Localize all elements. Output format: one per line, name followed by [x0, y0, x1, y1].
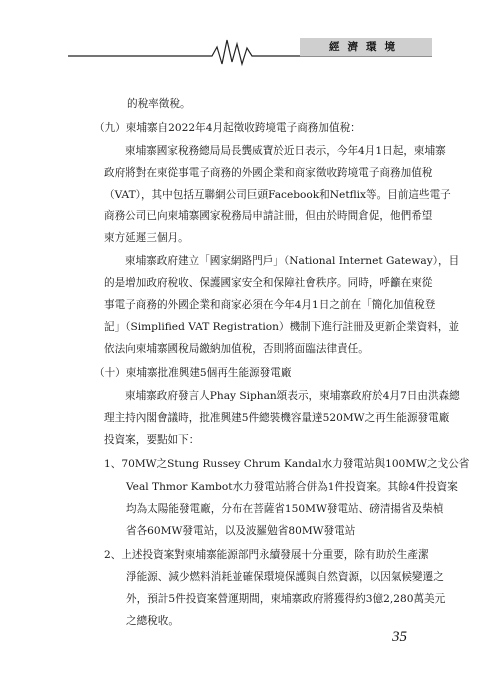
text-line: 理主持內閣會議時，批准興建5件總裝機容量達520MW之再生能源發電廠	[104, 412, 450, 424]
text-line: Veal Thmor Kambot水力發電站將合併為1件投資案。其餘4件投資案	[126, 481, 458, 493]
text-line: 柬埔寨國家稅務總局局長龔威寶於近日表示，今年4月1日起，柬埔寨	[125, 145, 446, 157]
text-line: 均為太陽能發電廠，分布在菩薩省150MW發電站、磅清揚省及柴楨	[126, 503, 444, 515]
text-line: 的是增加政府稅收、保護國家安全和保障社會秩序。同時，呼籲在柬從	[104, 277, 433, 289]
list-item: 1、70MW之Stung Russey Chrum Kandal水力發電站與100MW之戈公省	[104, 458, 470, 470]
text-line: 柬方延遲三個月。	[104, 232, 189, 244]
text-line: 省各60MW發電站，以及波羅勉省80MW發電站	[126, 525, 356, 537]
section-title: 經濟環境	[300, 38, 432, 56]
text-line: 外，預計5件投資案營運期間，柬埔寨政府將獲得約3億2,280萬美元	[126, 593, 446, 605]
text-line: 投資案，要點如下：	[104, 434, 200, 446]
list-item: 2、上述投資案對柬埔寨能源部門永續發展十分重要，除有助於生產潔	[104, 549, 429, 561]
text-line: 柬埔寨政府發言人Phay Siphan頌表示，柬埔寨政府於4月7日由洪森總	[125, 390, 460, 402]
heartbeat-line-icon	[0, 0, 480, 70]
text-line: 事電子商務的外國企業和商家必須在今年4月1日之前在「簡化加值稅登	[104, 299, 436, 311]
text-line: 依法向柬埔寨國稅局繳納加值稅，否則將面臨法律責任。	[104, 343, 369, 355]
text-line: 淨能源、減少燃料消耗並確保環境保護與自然資源，以因氣候變遷之	[126, 571, 444, 583]
text-line: 記」（Simplified VAT Registration）機制下進行註冊及更新企業資料，並	[104, 321, 460, 333]
text-line: 商務公司已向柬埔寨國家稅務局申請註冊，但由於時間倉促，他們希望	[104, 210, 433, 222]
text-line: 的稅率徵稅。	[127, 98, 191, 110]
text-line: （VAT），其中包括互聯網公司巨頭Facebook和Netflix等。目前這些電子	[104, 189, 451, 201]
section-heading: （九）柬埔寨自2022年4月起徵收跨境電子商務加值稅：	[94, 122, 361, 134]
text-line: 政府將對在柬從事電子商務的外國企業和商家徵收跨境電子商務加值稅	[104, 167, 433, 179]
page-header	[0, 0, 480, 70]
text-line: 之總稅收。	[126, 615, 179, 627]
page-number: 35	[392, 629, 407, 645]
text-line: 柬埔寨政府建立「國家網路門戶」（National Internet Gateway），目	[125, 255, 460, 267]
section-heading: （十）柬埔寨批准興建5個再生能源發電廠	[94, 367, 292, 379]
